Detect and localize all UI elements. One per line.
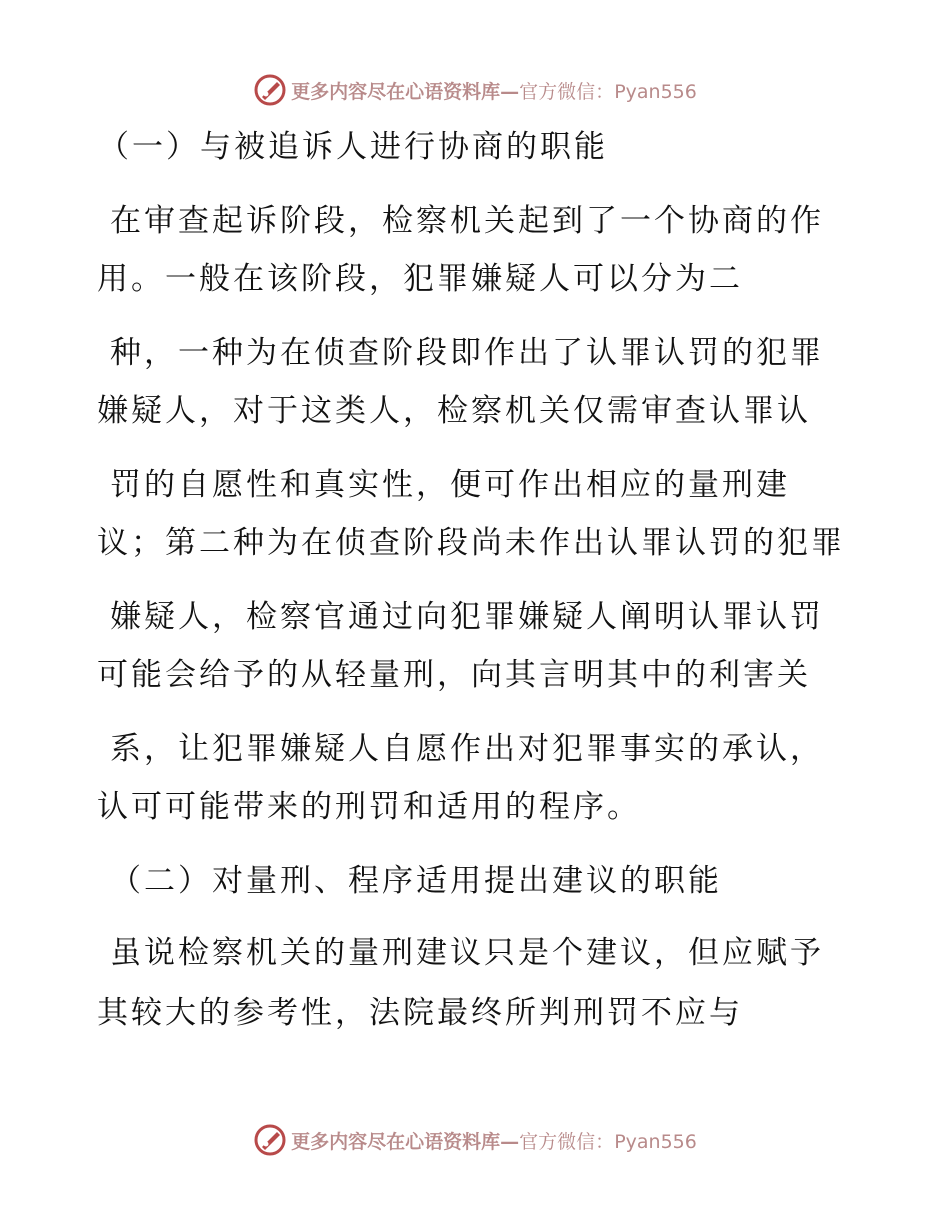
paragraph-line: 议；第二种为在侦查阶段尚未作出认罪认罚的犯罪: [97, 525, 845, 561]
paragraph-line: 在审查起诉阶段，检察机关起到了一个协商的作: [110, 203, 824, 239]
watermark-text: [291, 77, 697, 104]
watermark-text: [291, 1127, 697, 1154]
watermark-wechat-id: Pyan556: [614, 80, 697, 103]
pen-logo-icon: [253, 73, 287, 107]
watermark-dash: —: [500, 1130, 520, 1153]
paragraph-line: 可能会给予的从轻量刑，向其言明其中的利害关: [97, 657, 811, 693]
pen-logo-icon: [253, 1123, 287, 1157]
section-heading: （一）与被追诉人进行协商的职能: [98, 129, 608, 165]
paragraph-line: 其较大的参考性，法院最终所判刑罚不应与: [97, 995, 743, 1031]
footer-watermark: [0, 1120, 950, 1160]
paragraph-line: 用。一般在该阶段，犯罪嫌疑人可以分为二: [97, 261, 743, 297]
section-heading: （二）对量刑、程序适用提出建议的职能: [110, 863, 722, 899]
paragraph-line: 虽说检察机关的量刑建议只是个建议，但应赋予: [110, 935, 824, 971]
paragraph-line: 嫌疑人，检察官通过向犯罪嫌疑人阐明认罪认罚: [110, 599, 824, 635]
watermark-wechat-label: 官方微信：: [519, 80, 615, 103]
paragraph-line: 系，让犯罪嫌疑人自愿作出对犯罪事实的承认，: [110, 731, 824, 767]
paragraph-line: 种，一种为在侦查阶段即作出了认罪认罚的犯罪: [110, 335, 824, 371]
paragraph-line: 罚的自愿性和真实性，便可作出相应的量刑建: [110, 467, 790, 503]
watermark-wechat-label: 官方微信：: [519, 1130, 615, 1153]
header-watermark: [0, 70, 950, 110]
watermark-wechat-id: Pyan556: [614, 1130, 697, 1153]
watermark-dash: —: [500, 80, 520, 103]
paragraph-line: 嫌疑人，对于这类人，检察机关仅需审查认罪认: [97, 393, 811, 429]
watermark-main: 更多内容尽在心语资料库: [291, 80, 501, 103]
paragraph-line: 认可可能带来的刑罚和适用的程序。: [97, 789, 641, 825]
watermark-main: 更多内容尽在心语资料库: [291, 1130, 501, 1153]
